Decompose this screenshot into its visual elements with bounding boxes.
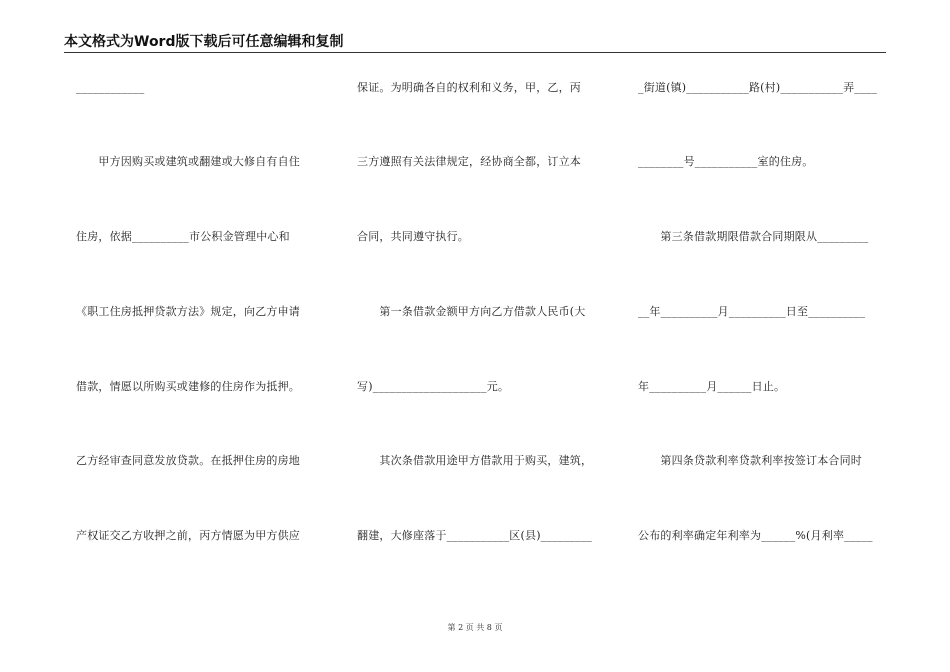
text-line: 合同，共同遵守执行。 — [357, 230, 469, 243]
text-line: 乙方经审查同意发放贷款。在抵押住房的房地 — [76, 454, 300, 467]
text-column-1 — [76, 0, 326, 672]
text-line: _街道(镇)___________路(村)___________弄____ — [638, 81, 878, 94]
header-title: 本文格式为Word版下载后可任意编辑和复制 — [64, 34, 344, 50]
text-line: 第四条贷款利率贷款利率按签订本合同时 — [638, 454, 862, 467]
text-line: __年__________月__________日至__________ — [638, 305, 866, 318]
text-line: 公布的利率确定年利率为______%(月利率_____ — [638, 529, 873, 542]
text-line: 保证。为明确各自的权利和义务，甲，乙，丙 — [357, 81, 581, 94]
text-line: 借款，情愿以所购买或建修的住房作为抵押。 — [76, 380, 300, 393]
text-line: ____________ — [76, 81, 145, 94]
text-line: 翻建，大修座落于___________区(县)_________ — [357, 529, 592, 542]
text-line: 甲方因购买或建筑或翻建或大修自有自住 — [76, 155, 300, 168]
text-line: 第一条借款金额甲方向乙方借款人民币(大 — [357, 305, 586, 318]
text-line: 第三条借款期限借款合同期限从_________ — [638, 230, 869, 243]
page-footer: 第 2 页 共 8 页 — [447, 623, 503, 632]
text-column-2 — [357, 0, 607, 672]
text-line: 其次条借款用途甲方借款用于购买，建筑， — [357, 454, 593, 467]
text-line: 三方遵照有关法律规定，经协商全都，订立本 — [357, 155, 581, 168]
text-column-3 — [638, 0, 888, 672]
text-line: 年__________月______日止。 — [638, 380, 786, 393]
text-line: ________号___________室的住房。 — [638, 155, 814, 168]
text-line: 《职工住房抵押贷款方法》规定，向乙方申请 — [76, 305, 300, 318]
text-line: 产权证交乙方收押之前，丙方情愿为甲方供应 — [76, 529, 300, 542]
text-line: 住房，依据__________市公积金管理中心和 — [76, 230, 290, 243]
text-line: 写)____________________元。 — [357, 380, 510, 393]
